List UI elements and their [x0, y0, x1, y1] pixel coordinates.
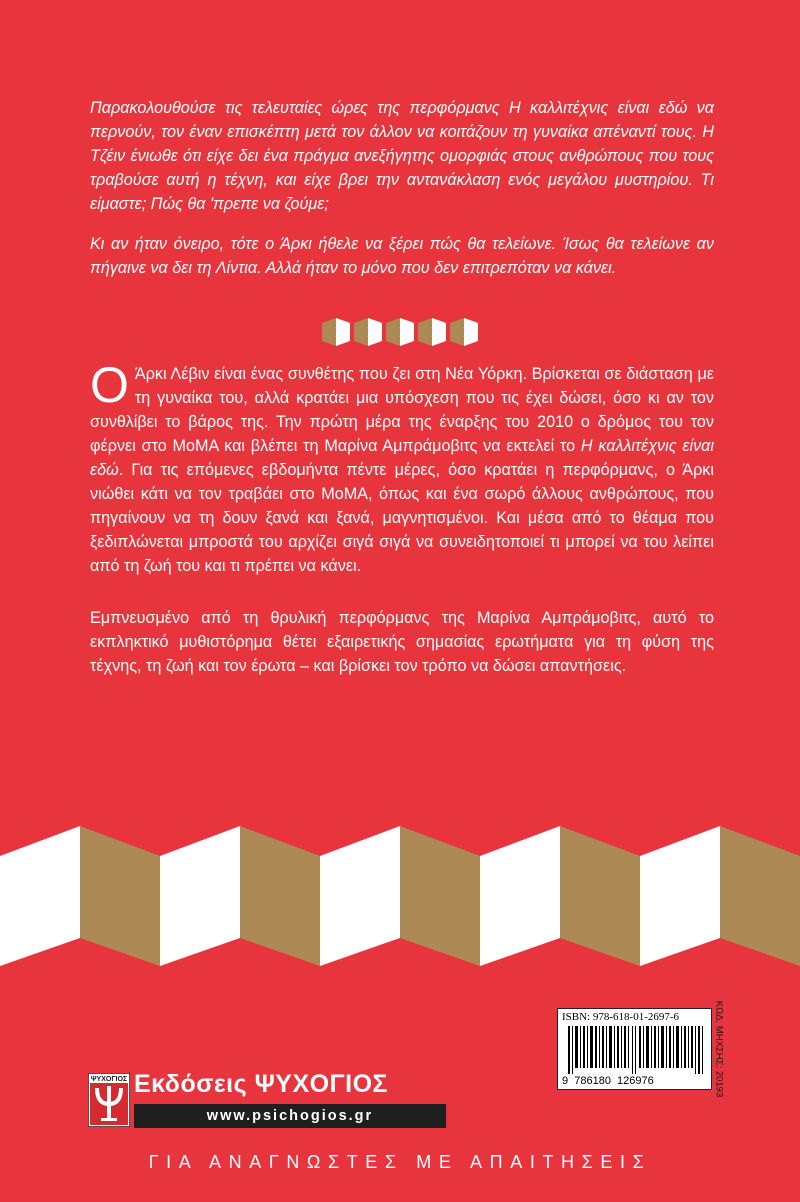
- book-title-ref: Η καλλιτέχνις είναι εδώ: [90, 437, 714, 479]
- product-code-text: ΚΩΔ. ΜΗΧΣΗΣ: 20193: [713, 1000, 725, 1098]
- barcode: [557, 1008, 712, 1090]
- synopsis-paragraph-1: [90, 357, 714, 578]
- product-code: [712, 1000, 726, 1098]
- tagline: ΓΙΑ ΑΝΑΓΝΩΣΤΕΣ ΜΕ ΑΠΑΙΤΗΣΕΙΣ: [148, 1152, 652, 1172]
- publisher-url: www.psichogios.gr: [134, 1104, 446, 1128]
- barcode-digits: 9 786180 126976: [562, 1075, 654, 1087]
- barcode-bars: [568, 1026, 704, 1074]
- excerpt-text: να περνούν, τον έναν επισκέπτη μετά τον άλλον να κοιτάζουν τη γυναίκα απέναντί τους. Η Τζέιν ένιωθε ότι είχε δει ένα πράγμα ανεξήγητης ομορφιάς στους ανθρώπους που τους τραβούσε αυτή η τέχνη, και είχε βρει την αντανάκλαση ενός μεγάλου μυστηρίου. Τι είμαστε; Πώς θα 'πρεπε να ζούμε;: [90, 99, 715, 213]
- synopsis-text: . Για τις επόμενες εβδομήντα πέντε μέρες, όσο κρατάει η περφόρμανς, ο Άρκι νιώθει κάτι να τον τραβάει στο MoMA, όπως και ένα σωρό άλλους ανθρώπους, που πηγαίνουν να τη δουν ξανά και ξανά, μαγνητισμένοι. Και μέσα από το θέαμα που ξεδιπλώνεται μπροστά του αρχίζει σιγά σιγά να συνειδητοποιεί τι μπορεί να του λείπει από τη ζωή του και τι πρέπει να κάνει.: [90, 461, 714, 575]
- drop-cap: Ο: [90, 357, 129, 413]
- excerpt-title-ref: Παρακολουθούσε τις τελευταίες ώρες της περφόρμανς Η καλλιτέχνις είναι εδώ: [90, 99, 688, 117]
- excerpt-paragraph-2: Κι αν ήταν όνειρο, τότε ο Άρκι ήθελε να ξέρει πώς θα τελείωνε. Ίσως θα τελείωνε αν πήγαινε να δει τη Λίντια. Αλλά ήταν το μόνο που δεν επιτρεπόταν να κάνει.: [90, 235, 714, 277]
- publisher-name: Εκδόσεις ΨΥΧΟΓΙΟΣ: [134, 1070, 389, 1098]
- ornament-divider: [322, 318, 478, 346]
- publisher-logo-icon: [88, 1073, 130, 1127]
- zigzag-band: [0, 826, 800, 992]
- synopsis: [90, 357, 714, 706]
- excerpt-paragraph-1: [90, 96, 714, 216]
- excerpt: [90, 96, 714, 296]
- synopsis-text: Άρκι Λέβιν είναι ένας συνθέτης που ζει στη Νέα Υόρκη. Βρίσκεται σε διάσταση με τη γυναίκα του, αλλά κρατάει μια υπόσχεση που τις έχει δώσει, όσο κι αν τον συνθλίβει το βάρος της. Την πρώτη μέρα της έναρξης του 2010 ο δρόμος του τον φέρνει στο MoMA και βλέπει τη Μαρίνα Αμπράμοβιτς να εκτελεί το: [90, 365, 714, 455]
- isbn-label: ISBN: 978-618-01-2697-6: [562, 1011, 680, 1023]
- publisher-logo-text: ΨΥΧΟΓΙΟΣ: [90, 1076, 128, 1083]
- synopsis-paragraph-2: Εμπνευσμένο από τη θρυλική περφόρμανς της Μαρίνα Αμπράμοβιτς, αυτό το εκπληκτικό μυθιστόρημα θέτει εξαιρετικής σημασίας ερωτήματα για τη φύση της τέχνης, τη ζωή και τον έρωτα – και βρίσκει τον τρόπο να δώσει απαντήσεις.: [90, 609, 714, 675]
